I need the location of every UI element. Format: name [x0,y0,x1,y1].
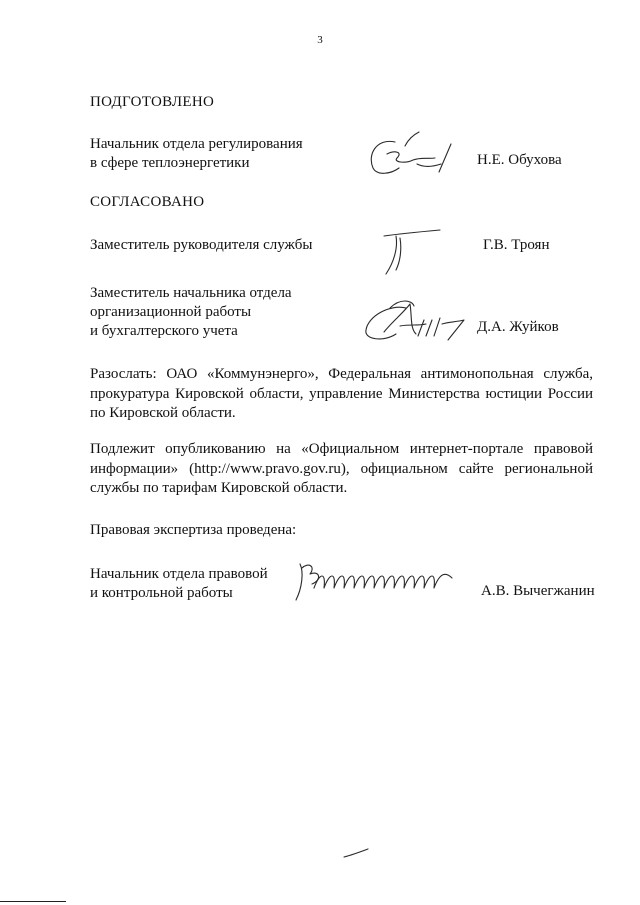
agreed-position-line: Заместитель руководителя службы [90,237,313,253]
signature-vychegzhanin [290,558,460,606]
agreed-position-line: Заместитель начальника отдела [90,285,292,301]
signature-obukhova [365,124,465,182]
footnote-rule [0,901,66,902]
legal-review-position-line: Начальник отдела правовой [90,566,268,582]
distribution-paragraph: Разослать: ОАО «Коммунэнерго», Федеральная антимонопольная служба, прокуратура Кировской области, управление Министерства юстиции России по Кировской области. [90,366,593,421]
prepared-position-line: в сфере теплоэнергетики [90,155,250,171]
prepared-position [90,135,340,173]
signature-troyan [378,222,448,278]
agreed-signer-name: Г.В. Троян [483,237,550,253]
publication-paragraph: Подлежит опубликованию на «Официальном интернет-портале правовой информации» (http://www.pravo.gov.ru), официальном сайте региональной службы по тарифам Кировской области. [90,441,593,496]
legal-review-statement: Правовая экспертиза проведена: [90,522,297,538]
prepared-heading: ПОДГОТОВЛЕНО [90,94,215,110]
legal-review-name: А.В. Вычегжанин [481,583,595,599]
prepared-name: Н.Е. Обухова [477,152,562,168]
pen-mark [342,846,370,860]
agreed-heading: СОГЛАСОВАНО [90,194,205,210]
agreed-signer-position [90,236,340,255]
agreed-signer-position [90,284,340,341]
agreed-signer-name: Д.А. Жуйков [477,319,559,335]
prepared-position-line: Начальник отдела регулирования [90,136,303,152]
agreed-position-line: и бухгалтерского учета [90,323,238,339]
page-number: 3 [317,34,323,46]
agreed-position-line: организационной работы [90,304,252,320]
signature-zhuykov [360,296,475,348]
legal-review-position-line: и контрольной работы [90,585,233,601]
